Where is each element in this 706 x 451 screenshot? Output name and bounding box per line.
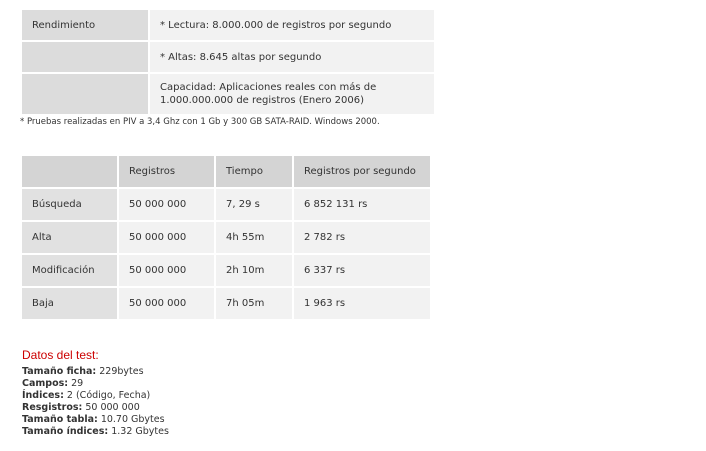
test-data-item — [22, 390, 169, 402]
records-cell: 50 000 000 — [119, 222, 216, 255]
time-cell: 2h 10m — [216, 255, 294, 288]
test-data-key: Índices: — [22, 390, 64, 401]
test-data-key: Tamaño tabla: — [22, 414, 98, 425]
rate-cell: 6 337 rs — [294, 255, 430, 288]
results-header-empty — [22, 156, 119, 189]
results-header-rate: Registros por segundo — [294, 156, 430, 189]
test-data-key: Resgistros: — [22, 402, 83, 413]
table-row — [22, 255, 430, 288]
performance-label: Rendimiento — [22, 10, 150, 42]
test-data-item — [22, 402, 169, 414]
operation-cell: Baja — [22, 288, 119, 321]
results-header-time: Tiempo — [216, 156, 294, 189]
table-row — [22, 222, 430, 255]
test-data-value: 10.70 Gbytes — [97, 414, 165, 425]
test-footnote: * Pruebas realizadas en PIV a 3,4 Ghz con 1 Gb y 300 GB SATA-RAID. Windows 2000. — [20, 117, 380, 127]
performance-capacity: Capacidad: Aplicaciones reales con más de 1.000.000.000 de registros (Enero 2006) — [150, 74, 434, 116]
performance-row — [22, 42, 434, 74]
performance-read: * Lectura: 8.000.000 de registros por segundo — [150, 10, 434, 42]
time-cell: 4h 55m — [216, 222, 294, 255]
results-header-row — [22, 156, 430, 189]
test-data-key: Tamaño índices: — [22, 426, 109, 437]
time-cell: 7, 29 s — [216, 189, 294, 222]
operation-cell: Modificación — [22, 255, 119, 288]
results-header-records: Registros — [119, 156, 216, 189]
test-data-value: 229bytes — [96, 366, 144, 377]
performance-row — [22, 74, 434, 116]
rate-cell: 1 963 rs — [294, 288, 430, 321]
rate-cell: 2 782 rs — [294, 222, 430, 255]
performance-label-empty — [22, 42, 150, 74]
performance-inserts: * Altas: 8.645 altas por segundo — [150, 42, 434, 74]
test-data-value: 2 (Código, Fecha) — [63, 390, 151, 401]
test-data-key: Tamaño ficha: — [22, 366, 97, 377]
records-cell: 50 000 000 — [119, 288, 216, 321]
table-row — [22, 189, 430, 222]
time-cell: 7h 05m — [216, 288, 294, 321]
test-data-item — [22, 414, 169, 426]
records-cell: 50 000 000 — [119, 189, 216, 222]
performance-table — [22, 10, 434, 116]
performance-label-empty — [22, 74, 150, 116]
operation-cell: Alta — [22, 222, 119, 255]
test-data-item — [22, 426, 169, 438]
records-cell: 50 000 000 — [119, 255, 216, 288]
rate-cell: 6 852 131 rs — [294, 189, 430, 222]
operation-cell: Búsqueda — [22, 189, 119, 222]
test-data-title: Datos del test: — [22, 348, 99, 362]
table-row — [22, 288, 430, 321]
test-data-item — [22, 378, 169, 390]
performance-row — [22, 10, 434, 42]
test-data-key: Campos: — [22, 378, 69, 389]
test-data-value: 50 000 000 — [82, 402, 140, 413]
test-data-item — [22, 366, 169, 378]
test-data-value: 29 — [68, 378, 84, 389]
test-data-value: 1.32 Gbytes — [108, 426, 169, 437]
results-table — [22, 156, 430, 321]
test-data-list — [22, 366, 169, 438]
